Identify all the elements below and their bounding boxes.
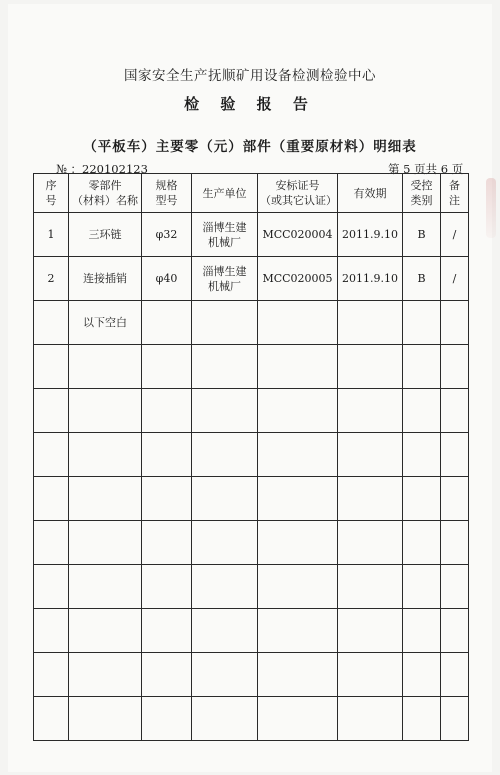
cell-remarks: / bbox=[441, 213, 469, 257]
cell-certificate bbox=[258, 521, 338, 565]
cell-remarks bbox=[441, 609, 469, 653]
cell-remarks bbox=[441, 433, 469, 477]
table-header-row bbox=[34, 174, 469, 213]
cell-part-name bbox=[69, 609, 142, 653]
cell-manufacturer bbox=[192, 521, 258, 565]
cell-index bbox=[34, 697, 69, 741]
cell-certificate bbox=[258, 565, 338, 609]
cell-part-name: 连接插销 bbox=[69, 257, 142, 301]
report-number: № ：220102123 bbox=[56, 162, 148, 176]
cell-index bbox=[34, 609, 69, 653]
cell-control-class bbox=[403, 697, 441, 741]
cell-certificate bbox=[258, 697, 338, 741]
cell-validity bbox=[338, 521, 403, 565]
cell-remarks bbox=[441, 565, 469, 609]
cell-control-class bbox=[403, 345, 441, 389]
table-row bbox=[34, 653, 469, 697]
col-header-manufacturer: 生产单位 bbox=[192, 174, 258, 213]
cell-control-class bbox=[403, 653, 441, 697]
cell-part-name bbox=[69, 477, 142, 521]
cell-spec: φ40 bbox=[142, 257, 192, 301]
cell-remarks bbox=[441, 697, 469, 741]
margin-stamp-mark bbox=[486, 178, 496, 238]
cell-index: 2 bbox=[34, 257, 69, 301]
cell-part-name: 三环链 bbox=[69, 213, 142, 257]
col-header-part-name: 零部件 （材料）名称 bbox=[69, 174, 142, 213]
cell-index: 1 bbox=[34, 213, 69, 257]
cell-certificate bbox=[258, 609, 338, 653]
cell-part-name bbox=[69, 653, 142, 697]
cell-spec bbox=[142, 433, 192, 477]
col-header-spec: 规格 型号 bbox=[142, 174, 192, 213]
cell-certificate bbox=[258, 433, 338, 477]
components-table bbox=[33, 173, 469, 741]
cell-certificate: MCC020005 bbox=[258, 257, 338, 301]
cell-manufacturer bbox=[192, 389, 258, 433]
cell-control-class bbox=[403, 389, 441, 433]
cell-spec bbox=[142, 653, 192, 697]
cell-validity bbox=[338, 389, 403, 433]
cell-remarks bbox=[441, 477, 469, 521]
cell-certificate bbox=[258, 389, 338, 433]
cell-control-class bbox=[403, 301, 441, 345]
cell-validity: 2011.9.10 bbox=[338, 257, 403, 301]
cell-part-name bbox=[69, 521, 142, 565]
cell-certificate bbox=[258, 345, 338, 389]
cell-index bbox=[34, 653, 69, 697]
cell-spec bbox=[142, 697, 192, 741]
cell-index bbox=[34, 477, 69, 521]
table-row bbox=[34, 389, 469, 433]
cell-part-name: 以下空白 bbox=[69, 301, 142, 345]
cell-control-class bbox=[403, 609, 441, 653]
document-title: 检 验 报 告 bbox=[184, 95, 316, 113]
table-row bbox=[34, 301, 469, 345]
cell-index bbox=[34, 521, 69, 565]
cell-validity bbox=[338, 345, 403, 389]
cell-spec bbox=[142, 477, 192, 521]
cell-index bbox=[34, 433, 69, 477]
cell-validity bbox=[338, 433, 403, 477]
cell-validity bbox=[338, 697, 403, 741]
table-row bbox=[34, 521, 469, 565]
cell-certificate: MCC020004 bbox=[258, 213, 338, 257]
cell-validity bbox=[338, 477, 403, 521]
cell-control-class bbox=[403, 477, 441, 521]
cell-validity: 2011.9.10 bbox=[338, 213, 403, 257]
cell-spec bbox=[142, 609, 192, 653]
cell-certificate bbox=[258, 477, 338, 521]
col-header-index: 序 号 bbox=[34, 174, 69, 213]
cell-certificate bbox=[258, 301, 338, 345]
cell-remarks bbox=[441, 345, 469, 389]
table-row bbox=[34, 697, 469, 741]
table-row bbox=[34, 477, 469, 521]
cell-manufacturer bbox=[192, 433, 258, 477]
cell-spec: φ32 bbox=[142, 213, 192, 257]
cell-manufacturer bbox=[192, 477, 258, 521]
cell-spec bbox=[142, 565, 192, 609]
cell-manufacturer bbox=[192, 653, 258, 697]
page-indicator: 第 5 页共 6 页 bbox=[388, 162, 464, 176]
cell-manufacturer bbox=[192, 697, 258, 741]
col-header-remarks: 备 注 bbox=[441, 174, 469, 213]
cell-remarks bbox=[441, 301, 469, 345]
organization-name: 国家安全生产抚顺矿用设备检测检验中心 bbox=[124, 68, 376, 84]
cell-remarks bbox=[441, 653, 469, 697]
table-row bbox=[34, 433, 469, 477]
cell-manufacturer bbox=[192, 609, 258, 653]
cell-validity bbox=[338, 565, 403, 609]
table-title: （平板车）主要零（元）部件（重要原材料）明细表 bbox=[83, 139, 417, 155]
cell-control-class bbox=[403, 565, 441, 609]
table-row bbox=[34, 345, 469, 389]
cell-remarks: / bbox=[441, 257, 469, 301]
cell-control-class: B bbox=[403, 213, 441, 257]
cell-validity bbox=[338, 653, 403, 697]
col-header-validity: 有效期 bbox=[338, 174, 403, 213]
cell-validity bbox=[338, 301, 403, 345]
cell-part-name bbox=[69, 565, 142, 609]
cell-validity bbox=[338, 609, 403, 653]
cell-index bbox=[34, 389, 69, 433]
table-row bbox=[34, 257, 469, 301]
cell-control-class: B bbox=[403, 257, 441, 301]
cell-part-name bbox=[69, 433, 142, 477]
cell-manufacturer bbox=[192, 565, 258, 609]
cell-certificate bbox=[258, 653, 338, 697]
table-row bbox=[34, 609, 469, 653]
cell-manufacturer: 淄博生建 机械厂 bbox=[192, 257, 258, 301]
cell-index bbox=[34, 301, 69, 345]
cell-index bbox=[34, 345, 69, 389]
cell-manufacturer bbox=[192, 345, 258, 389]
cell-index bbox=[34, 565, 69, 609]
table-row bbox=[34, 213, 469, 257]
cell-remarks bbox=[441, 521, 469, 565]
cell-part-name bbox=[69, 389, 142, 433]
cell-manufacturer: 淄博生建 机械厂 bbox=[192, 213, 258, 257]
cell-spec bbox=[142, 301, 192, 345]
table-row bbox=[34, 565, 469, 609]
cell-spec bbox=[142, 345, 192, 389]
cell-spec bbox=[142, 389, 192, 433]
cell-control-class bbox=[403, 433, 441, 477]
cell-manufacturer bbox=[192, 301, 258, 345]
col-header-certificate: 安标证号 （或其它认证） bbox=[258, 174, 338, 213]
cell-part-name bbox=[69, 697, 142, 741]
cell-part-name bbox=[69, 345, 142, 389]
col-header-control-class: 受控 类别 bbox=[403, 174, 441, 213]
cell-control-class bbox=[403, 521, 441, 565]
cell-spec bbox=[142, 521, 192, 565]
cell-remarks bbox=[441, 389, 469, 433]
